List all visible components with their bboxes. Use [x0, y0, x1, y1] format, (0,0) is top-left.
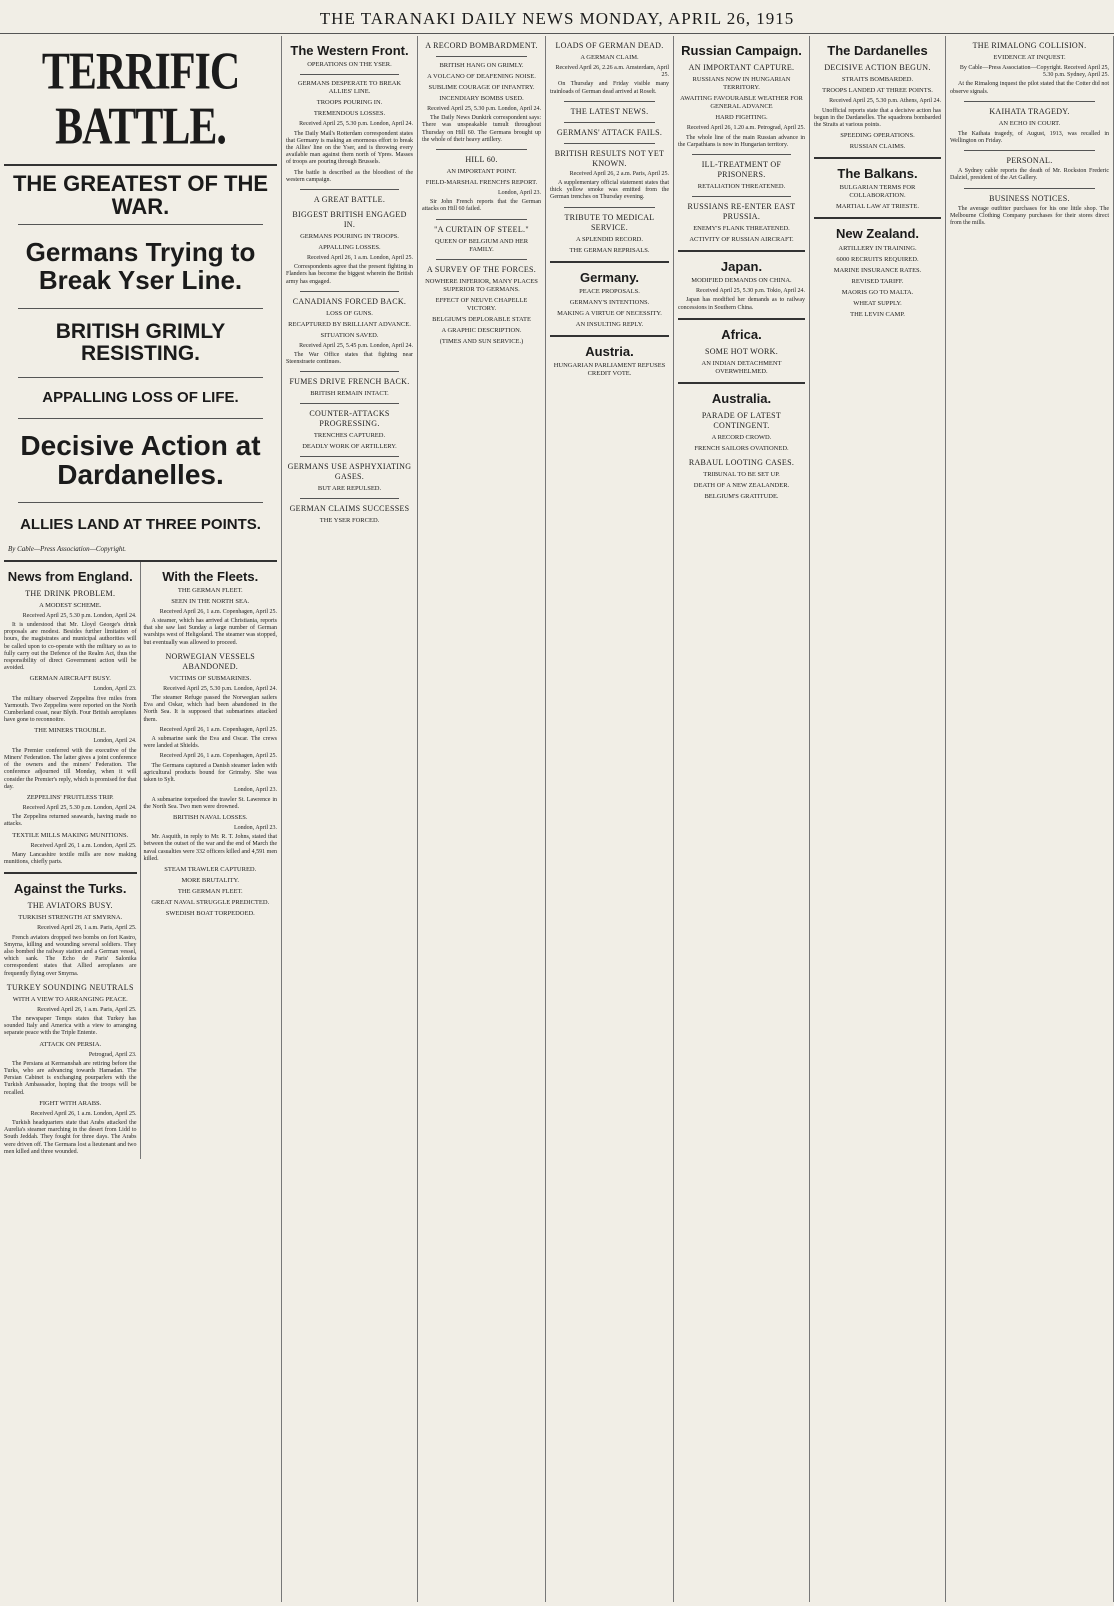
article-body: A submarine sank the Eva and Oscar. The crews were landed at Shields. — [143, 736, 277, 750]
article-subheading: STEAM TRAWLER CAPTURED. — [164, 865, 257, 873]
dateline: Received April 26, 1 a.m. London, April 25. — [307, 254, 413, 261]
article-subheading: GERMANY'S INTENTIONS. — [569, 298, 650, 306]
section-title: With the Fleets. — [162, 568, 259, 584]
article-heading: THE GERMAN FLEET. — [177, 586, 243, 594]
article-body: The whole line of the main Russian advance in the Carpathians is now in Hungarian territory. — [678, 134, 805, 148]
dateline: Received April 26, 1 a.m. Copenhagen, April 25. — [159, 753, 277, 760]
article-subheading: AN INDIAN DETACHMENT OVERWHELMED. — [701, 360, 782, 376]
article-subheading: TREMENDOUS LOSSES. — [313, 110, 386, 118]
article-subheading: FRENCH SAILORS OVATIONED. — [694, 445, 789, 453]
article-heading: BUSINESS NOTICES. — [989, 193, 1070, 203]
section-title: New Zealand. — [835, 226, 920, 242]
article-heading: LOADS OF GERMAN DEAD. — [555, 41, 664, 50]
article-body: Correspondents agree that the present fighting in Flanders has become the biggest wherein the British army has engaged. — [286, 264, 413, 285]
subcolumn-news-from-england — [4, 562, 141, 1160]
divider — [814, 217, 941, 219]
dateline: Received April 26, 1.20 a.m. Petrograd, April 25. — [686, 125, 805, 132]
article-subheading: DEATH OF A NEW ZEALANDER. — [693, 482, 790, 490]
article-body: On Thursday and Friday visible many trainloads of German dead arrived at Roselt. — [550, 81, 669, 95]
divider — [18, 502, 263, 503]
article-heading: RUSSIANS RE-ENTER EAST PRUSSIA. — [687, 201, 796, 221]
article-heading: COUNTER-ATTACKS PROGRESSING. — [309, 409, 390, 429]
section-title: The Dardanelles — [827, 43, 928, 58]
article-subheading: THE MINERS TROUBLE. — [34, 727, 107, 735]
article-body: Sir John French reports that the German attacks on Hill 60 failed. — [422, 199, 541, 213]
article-subheading: THE LEVIN CAMP. — [850, 310, 905, 318]
article-subheading: TEXTILE MILLS MAKING MUNITIONS. — [12, 831, 129, 839]
article-heading: THE AVIATORS BUSY. — [27, 901, 113, 911]
article-subheading: ACTIVITY OF RUSSIAN AIRCRAFT. — [689, 235, 794, 243]
article-subheading: TURKISH STRENGTH AT SMYRNA. — [18, 914, 123, 922]
article-subheading: VICTIMS OF SUBMARINES. — [169, 674, 252, 682]
article-subheading: RUSSIAN CLAIMS. — [849, 143, 906, 151]
article-body: It is understood that Mr. Lloyd George's drink proposals are modest. Besides further limitation of hours, the magistrates and municipal authorities will be called upon to co-operate with the military so as to fully carry out the Defence of the Realm Act, thus the responsibility of direct Government action will be avoided. — [4, 622, 137, 672]
dateline: Received April 25, 5.45 p.m. London, April 24. — [299, 342, 413, 349]
headline-greatest-war: THE GREATEST OF THE WAR. — [12, 171, 269, 220]
dateline: Received April 25, 5.30 p.m. London, April 24. — [22, 804, 137, 811]
article-subheading: BUT ARE REPULSED. — [317, 485, 382, 493]
divider — [300, 403, 399, 404]
dateline: Received April 25, 5.30 p.m. London, April 24. — [163, 685, 277, 692]
column-russian-campaign — [674, 36, 810, 1602]
article-body: Mr. Asquith, in reply to Mr. R. T. Johns, stated that between the outset of the war and the end of March the naval casualties were 332 officers killed and 4,591 men killed. — [143, 834, 277, 862]
article-heading: ARTILLERY IN TRAINING. — [838, 244, 917, 252]
article-subheading: THE GERMAN REPRISALS. — [569, 246, 650, 254]
column-western-front — [282, 36, 418, 1602]
article-heading: A RECORD BOMBARDMENT. — [425, 41, 538, 50]
divider — [18, 308, 263, 309]
article-subheading: SWEDISH BOAT TORPEDOED. — [165, 909, 255, 917]
divider — [300, 74, 399, 75]
article-subheading: GREAT NAVAL STRUGGLE PREDICTED. — [151, 898, 270, 906]
divider — [564, 122, 655, 123]
article-subheading: BELGIUM'S DEPLORABLE STATE — [432, 315, 531, 323]
article-subheading: AN INSULTING REPLY. — [575, 320, 644, 328]
article-heading: THE LATEST NEWS. — [570, 106, 649, 116]
divider — [678, 250, 805, 252]
article-heading: GERMAN CLAIMS SUCCESSES — [289, 504, 410, 514]
article-body: The Daily Mail's Rotterdam correspondent states that Germany is making an enormous effort to break the Allies' line on the Yser, and is throwing every available man against them north of Ypres. Masses of troops are pouring through Brussels. — [286, 130, 413, 166]
article-subheading: THE YSER FORCED. — [319, 517, 380, 525]
article-subheading: TRENCHES CAPTURED. — [313, 432, 386, 440]
article-subheading: HARD FIGHTING. — [715, 114, 768, 122]
article-subheading: SPEEDING OPERATIONS. — [840, 132, 915, 140]
article-body: Turkish headquarters state that Arabs attacked the Aurelia's steamer marching in the desert from Lidd to South Jeddah. They fought for three days. The Arabs were driven off. The Germans lost a lieutenant and two men killed and three wounded. — [4, 1120, 137, 1155]
article-subheading: ATTACK ON PERSIA. — [39, 1040, 102, 1048]
headline-allies-land: ALLIES LAND AT THREE POINTS. — [20, 515, 261, 533]
article-heading: BULGARIAN TERMS FOR COLLABORATION. — [839, 184, 916, 200]
article-heading: NORWEGIAN VESSELS ABANDONED. — [165, 651, 256, 671]
divider — [692, 196, 791, 197]
article-subheading: EVIDENCE AT INQUEST. — [993, 54, 1066, 61]
article-subheading: (TIMES AND SUN SERVICE.) — [439, 337, 524, 345]
headline-appalling-loss: APPALLING LOSS OF LIFE. — [42, 389, 239, 407]
article-body: The steamer Refuge passed the Norwegian sailers Eva and Oskar, which had been abandoned in the North Sea. It is supposed that submarines attacked them. — [143, 695, 277, 723]
dateline: Received April 26, 1 a.m. Copenhagen, April 25. — [159, 608, 277, 615]
article-subheading: GERMANS POURING IN TROOPS. — [300, 232, 399, 240]
article-heading: KAIHATA TRAGEDY. — [989, 106, 1070, 116]
section-title: Japan. — [720, 258, 763, 274]
divider — [300, 371, 399, 372]
dateline: Received April 25, 5.30 p.m. Tokio, April 24. — [696, 288, 805, 295]
divider — [4, 164, 277, 166]
dateline: Received April 25, 5.30 p.m. London, April 24. — [299, 121, 413, 128]
divider — [564, 207, 655, 208]
article-heading: TURKEY SOUNDING NEUTRALS — [6, 982, 134, 992]
divider — [300, 291, 399, 292]
divider — [678, 382, 805, 384]
dateline: Petrograd, April 23. — [88, 1051, 137, 1058]
article-subheading: MAORIS GO TO MALTA. — [841, 288, 914, 296]
article-heading: A SURVEY OF THE FORCES. — [426, 264, 537, 274]
article-body: The Premier conferred with the executive of the Miners' Federation. The latter gives a joint conference of the owners and the miners' Federation. The conference adjourned till Monday, when it will consider the Premier's reply, which is promised for that day. — [4, 747, 137, 790]
article-heading: MODIFIED DEMANDS ON CHINA. — [691, 277, 792, 285]
divider — [564, 143, 655, 144]
headline-dardanelles-action: Decisive Action at Dardanelles. — [20, 429, 261, 491]
article-heading: THE RIMALONG COLLISION. — [972, 41, 1087, 50]
article-subheading: A VOLCANO OF DEAFENING NOISE. — [427, 73, 536, 80]
section-title: Germany. — [579, 269, 639, 285]
article-subheading: BRITISH REMAIN INTACT. — [310, 390, 389, 398]
article-body: Japan has modified her demands as to railway concessions in Southern China. — [678, 297, 805, 311]
article-heading: DECISIVE ACTION BEGUN. — [824, 63, 931, 73]
divider — [18, 418, 263, 419]
article-subheading: QUEEN OF BELGIUM AND HER FAMILY. — [434, 237, 529, 253]
article-subheading: A MODEST SCHEME. — [39, 601, 102, 609]
article-heading: "A CURTAIN OF STEEL." — [434, 224, 529, 234]
dateline: Received April 26, 1 a.m. London, April 25. — [30, 1110, 137, 1117]
article-body: A submarine torpedoed the trawler St. Lawrence in the North Sea. Two men were drowned. — [143, 796, 277, 810]
dateline: Received April 26, 2.26 a.m. Amsterdam, April 25. — [555, 65, 669, 79]
masthead: THE TARANAKI DAILY NEWS MONDAY, APRIL 26, 1915 — [0, 0, 1114, 34]
divider — [18, 377, 263, 378]
dateline: Received April 25, 5.30 p.m. Athens, April 24. — [829, 98, 941, 105]
section-title: Austria. — [585, 343, 634, 359]
article-subheading: SEEN IN THE NORTH SEA. — [171, 597, 250, 605]
article-body: A Sydney cable reports the death of Mr. Rockston Frederic Dalziel, president of the Art Gallery. — [950, 168, 1109, 182]
article-subheading: BELGIUM'S GRATITUDE. — [704, 493, 779, 501]
article-heading: THE DRINK PROBLEM. — [25, 588, 116, 598]
article-subheading: MORE BRUTALITY. — [181, 876, 239, 884]
article-subheading: MARINE INSURANCE RATES. — [833, 266, 922, 274]
dateline: Received April 26, 1 a.m. London, April 25. — [30, 842, 137, 849]
article-subheading: SUBLIME COURAGE OF INFANTRY. — [428, 84, 535, 91]
article-subheading: A GRAPHIC DESCRIPTION. — [441, 326, 522, 334]
article-body: A steamer, which has arrived at Christiania, reports that she saw last Sunday a large number of German warships west of Heligoland. The steamer was stopped, but eventually was allowed to proceed. — [143, 618, 277, 646]
divider — [436, 219, 527, 220]
article-subheading: THE GERMAN FLEET. — [177, 887, 243, 895]
article-subheading: MARTIAL LAW AT TRIESTE. — [836, 203, 919, 211]
headline-germans-break-yser: Germans Trying to Break Yser Line. — [25, 237, 256, 295]
article-subheading: EFFECT OF NEUVE CHAPELLE VICTORY. — [435, 296, 528, 312]
divider — [4, 872, 137, 874]
article-body: The military observed Zeppelins five miles from Yarmouth. Two Zeppelins were reported on the North Cumberland coast, near Blyth. Four British aeroplanes have gone to reconnoitre. — [4, 695, 137, 724]
article-subheading: BRITISH NAVAL LOSSES. — [173, 813, 248, 821]
column-rimalong-collision — [946, 36, 1114, 1602]
section-title: Australia. — [711, 391, 772, 407]
article-subheading: TROOPS POURING IN. — [316, 99, 383, 107]
article-heading: AN IMPORTANT CAPTURE. — [688, 63, 795, 73]
article-subheading: GERMANS DESPERATE TO BREAK ALLIES' LINE. — [297, 80, 402, 96]
divider — [436, 56, 527, 57]
article-heading: BIGGEST BRITISH ENGAGED IN. — [292, 209, 407, 229]
dateline: Received April 26, 1 a.m. Paris, April 25. — [37, 1006, 137, 1013]
section-title: The Western Front. — [290, 43, 409, 58]
article-body: The average outfitter purchases for his one little shop. The Melbourne Clothing Company purchases for their stores direct from the mills. — [950, 205, 1109, 227]
dateline: Received April 25, 5.30 p.m. London, April 24. — [22, 612, 137, 619]
dateline: London, April 23. — [498, 190, 541, 197]
article-subheading: AN ECHO IN COURT. — [998, 119, 1061, 127]
article-heading: A GREAT BATTLE. — [313, 194, 386, 204]
divider — [692, 154, 791, 155]
article-subheading: WITH A VIEW TO ARRANGING PEACE. — [12, 995, 128, 1003]
article-body: The Zeppelins returned seawards, having made no attacks. — [4, 814, 137, 828]
article-heading: PERSONAL. — [1006, 156, 1053, 166]
section-title: Against the Turks. — [14, 881, 127, 897]
article-heading: BRITISH RESULTS NOT YET KNOWN. — [554, 148, 665, 168]
article-heading: OPERATIONS ON THE YSER. — [307, 61, 392, 69]
article-body: The Daily News Dunkirk correspondent says: There was unspeakable tumult throughout Thursday on Hill 60. The Germans brought up the whole of their heavy artillery. — [422, 115, 541, 143]
dateline: Received April 26, 1 a.m. Copenhagen, April 25. — [159, 726, 277, 733]
article-heading: SOME HOT WORK. — [704, 347, 779, 357]
divider — [678, 318, 805, 320]
dateline: London, April 23. — [234, 824, 277, 831]
article-body: At the Rimalong inquest the pilot stated that the Cotter did not observe signals. — [950, 81, 1109, 95]
article-subheading: A RECORD CROWD. — [711, 434, 772, 442]
divider — [18, 224, 263, 225]
article-subheading: 6000 RECRUITS REQUIRED. — [836, 255, 919, 263]
divider — [814, 157, 941, 159]
article-body: The battle is described as the bloodiest of the western campaign. — [286, 169, 413, 183]
article-body: Many Lancashire textile mills are now making munitions, chiefly parts. — [4, 851, 137, 865]
article-heading: ILL-TREATMENT OF PRISONERS. — [701, 159, 782, 179]
article-subheading: BRITISH HANG ON GRIMLY. — [439, 62, 524, 69]
dateline: London, April 23. — [93, 686, 137, 693]
divider — [300, 456, 399, 457]
divider — [964, 188, 1095, 189]
article-subheading: APPALLING LOSSES. — [318, 243, 381, 251]
article-subheading: GERMAN AIRCRAFT BUSY. — [29, 675, 111, 683]
dateline: London, April 23. — [234, 787, 277, 794]
article-heading: HILL 60. — [465, 155, 498, 165]
article-body: Unofficial reports state that a decisive action has begun in the Dardanelles. The squadrons bombarded the Straits at various points. — [814, 107, 941, 128]
article-heading: PEACE PROPOSALS. — [579, 287, 640, 295]
article-subheading: STRAITS BOMBARDED. — [841, 76, 914, 84]
dateline: Received April 26, 2 a.m. Paris, April 25. — [569, 170, 669, 177]
article-subheading: FIGHT WITH ARABS. — [39, 1099, 102, 1107]
article-subheading: RECAPTURED BY BRILLIANT ADVANCE. — [288, 320, 411, 328]
divider — [964, 101, 1095, 102]
column-dardanelles — [810, 36, 946, 1602]
dateline: Received April 26, 1 a.m. Paris, April 25. — [37, 925, 137, 932]
article-subheading: MAKING A VIRTUE OF NECESSITY. — [557, 309, 662, 317]
divider — [436, 259, 527, 260]
article-body: The newspaper Temps states that Turkey has sounded Italy and America with a view to arranging separate peace with the Triple Entente. — [4, 1016, 137, 1037]
section-title: News from England. — [7, 568, 133, 584]
article-subheading: AWAITING FAVOURABLE WEATHER FOR GENERAL ADVANCE — [680, 95, 803, 111]
divider — [436, 149, 527, 150]
divider — [300, 498, 399, 499]
divider — [300, 189, 399, 190]
article-subheading: NOWHERE INFERIOR, MANY PLACES SUPERIOR TO GERMANS. — [425, 277, 538, 293]
article-heading: HUNGARIAN PARLIAMENT REFUSES CREDIT VOTE. — [553, 362, 666, 378]
article-subheading: RETALIATION THREATENED. — [697, 182, 786, 190]
article-subheading: AN IMPORTANT POINT. — [446, 168, 517, 176]
article-subheading: INCENDIARY BOMBS USED. — [439, 95, 524, 102]
article-subheading: ZEPPELINS' FRUITLESS TRIP. — [26, 793, 114, 801]
article-heading: GERMANS USE ASPHYXIATING GASES. — [287, 462, 412, 482]
article-body: A supplementary official statement states that thick yellow smoke was emitted from the German trenches on Thursday evening. — [550, 180, 669, 201]
article-subheading: SITUATION SAVED. — [320, 331, 379, 339]
dateline: By Cable—Press Association—Copyright. Received April 25, 5.30 p.m. Sydney, April 25. — [959, 65, 1109, 79]
article-heading: CANADIANS FORCED BACK. — [292, 296, 407, 306]
section-title: Russian Campaign. — [681, 43, 802, 58]
article-subheading: ENEMY'S FLANK THREATENED. — [693, 224, 790, 232]
subcolumn-with-the-fleets — [141, 562, 278, 1160]
article-heading: PARADE OF LATEST CONTINGENT. — [701, 411, 782, 431]
article-heading: FUMES DRIVE FRENCH BACK. — [289, 377, 410, 387]
headline-terrific-battle: TERRIFIC BATTLE. — [41, 43, 240, 157]
article-subheading: A GERMAN CLAIM. — [580, 54, 639, 61]
article-subheading: A SPLENDID RECORD. — [576, 235, 643, 243]
divider — [550, 335, 669, 337]
divider — [550, 261, 669, 263]
article-subheading: WHEAT SUPPLY. — [853, 299, 902, 307]
column-main-headlines — [0, 36, 282, 1602]
article-subheading: LOSS OF GUNS. — [326, 309, 373, 317]
article-body: French aviators dropped two bombs on fort Kastro, Smyrna, killing and wounding several soldiers. They also bombed the railway station and a German vessel, which sank. The Echo de Paris' Salonika correspondent states that Allied aeroplanes are frequently flying over Smyrna. — [4, 934, 137, 977]
article-subheading: TRIBUNAL TO BE SET UP. — [703, 471, 780, 479]
article-subheading: DEADLY WORK OF ARTILLERY. — [302, 443, 397, 451]
article-subheading: FIELD-MARSHAL FRENCH'S REPORT. — [425, 179, 538, 187]
article-body: The War Office states that fighting near Steenstraete continues. — [286, 351, 413, 366]
section-title: Africa. — [721, 326, 762, 342]
article-heading: TRIBUTE TO MEDICAL SERVICE. — [564, 212, 655, 232]
column-german-dead — [546, 36, 674, 1602]
article-heading: RABAUL LOOTING CASES. — [688, 458, 795, 468]
article-subheading: RUSSIANS NOW IN HUNGARIAN TERRITORY. — [692, 76, 791, 92]
article-body: The Persians at Kermanshah are retiring before the Turks, who are advancing towards Hamadan. The Persian Cabinet is exchanging pourparlers with the Turkish Ambassador, hoping that the troops will be recalled. — [4, 1060, 137, 1096]
article-body: The Germans captured a Danish steamer laden with agricultural products bound for Grimsby. She was taken to Sylt. — [143, 762, 277, 784]
divider — [964, 150, 1095, 151]
byline: By Cable—Press Association—Copyright. — [8, 545, 127, 554]
column-record-bombardment — [418, 36, 546, 1602]
dateline: London, April 24. — [93, 738, 137, 745]
article-subheading: REVISED TARIFF. — [851, 277, 904, 285]
divider — [564, 101, 655, 102]
article-heading: GERMANS' ATTACK FAILS. — [556, 127, 663, 137]
article-body: The Kaihata tragedy, of August, 1913, was recalled in Wellington on Friday. — [950, 130, 1109, 145]
headline-british-resisting: BRITISH GRIMLY RESISTING. — [55, 319, 226, 366]
section-title: The Balkans. — [837, 166, 918, 182]
article-subheading: TROOPS LANDED AT THREE POINTS. — [822, 87, 933, 95]
dateline: Received April 25, 5.30 p.m. London, April 24. — [427, 106, 541, 112]
